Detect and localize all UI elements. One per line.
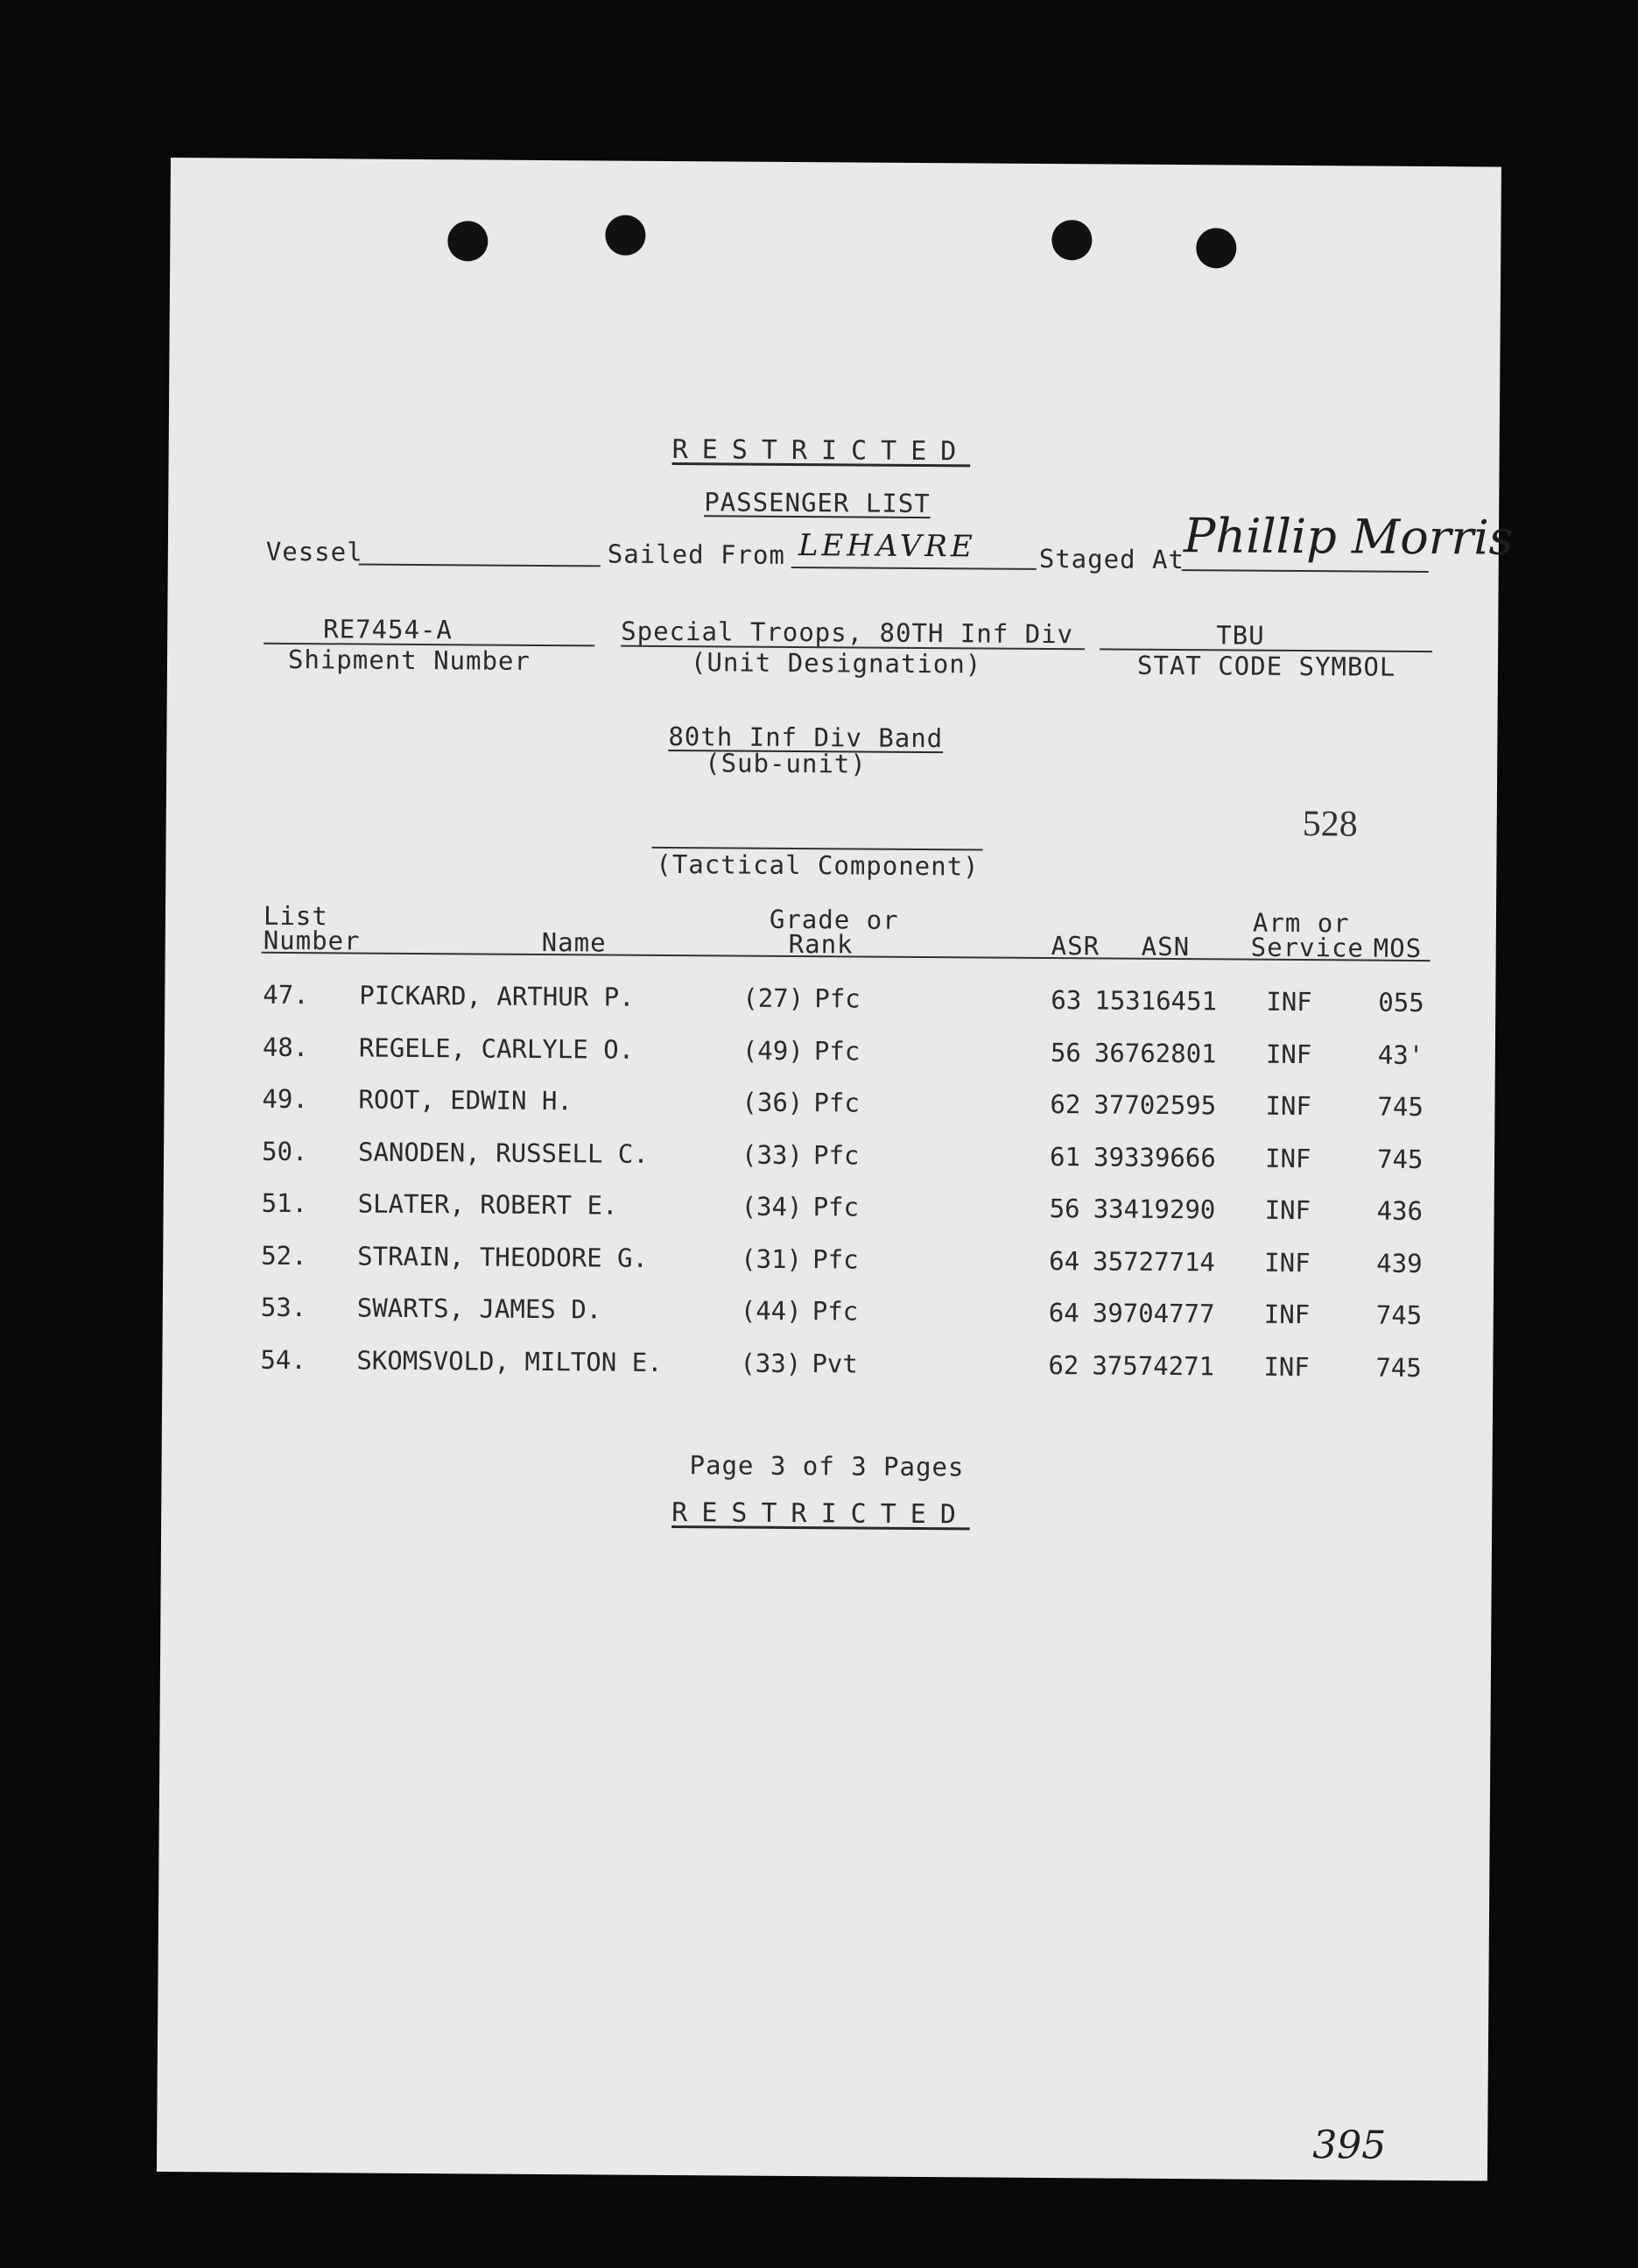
mos-cell: 745 — [1377, 1091, 1424, 1123]
stat-code-label: STAT CODE SYMBOL — [1136, 650, 1396, 682]
mos-cell: 43' — [1377, 1039, 1424, 1070]
unit-designation-label: (Unit Designation) — [690, 647, 982, 680]
rank-cell: Pfc — [814, 983, 861, 1014]
classification-top: RESTRICTED — [671, 434, 971, 468]
rank-cell: Pfc — [813, 1088, 860, 1118]
asr-cell: 56 — [1049, 1194, 1080, 1224]
stat-code: TBU — [1216, 620, 1265, 651]
name-cell: SWARTS, JAMES D. — [356, 1292, 602, 1325]
name-cell: PICKARD, ARTHUR P. — [359, 980, 635, 1012]
vessel-underline — [359, 564, 601, 567]
arm-cell: INF — [1266, 986, 1312, 1018]
header-name: Name — [541, 926, 607, 958]
arm-cell: INF — [1265, 1090, 1311, 1122]
header-asn: ASN — [1141, 931, 1191, 962]
asr-cell: 64 — [1049, 1245, 1080, 1276]
rank-cell: Pvt — [812, 1348, 858, 1379]
age-cell: (34) — [741, 1191, 803, 1222]
arm-cell: INF — [1265, 1039, 1312, 1069]
table-row — [164, 1135, 1494, 1180]
arm-cell: INF — [1263, 1351, 1310, 1382]
punch-hole-1 — [447, 221, 488, 261]
mos-cell: 745 — [1375, 1300, 1423, 1331]
list-number-cell: 54. — [260, 1344, 306, 1375]
vessel-label: Vessel — [265, 536, 363, 567]
sailed-from-value: LEHAVRE — [798, 528, 976, 565]
arm-cell: INF — [1264, 1247, 1311, 1278]
asn-cell: 35727714 — [1093, 1245, 1216, 1277]
rank-cell: Pfc — [812, 1192, 860, 1222]
asn-cell: 39704777 — [1092, 1298, 1215, 1329]
asr-cell: 56 — [1050, 1037, 1081, 1067]
stamp-number: 528 — [1302, 804, 1358, 845]
mos-cell: 436 — [1376, 1195, 1424, 1227]
handwritten-page-number: 395 — [1312, 2123, 1387, 2168]
page-indicator: Page 3 of 3 Pages — [689, 1450, 965, 1483]
sailed-from-label: Sailed From — [607, 539, 786, 570]
mos-cell: 055 — [1378, 987, 1424, 1018]
age-cell: (49) — [742, 1035, 804, 1066]
age-cell: (27) — [742, 983, 805, 1014]
header-arm-1: Arm or — [1252, 907, 1350, 939]
mos-cell: 745 — [1376, 1144, 1424, 1174]
staged-at-label: Staged At — [1038, 543, 1185, 575]
table-row — [163, 1239, 1494, 1284]
age-cell: (44) — [740, 1295, 802, 1327]
asn-cell: 33419290 — [1093, 1194, 1216, 1225]
age-cell: (31) — [741, 1243, 803, 1274]
rank-cell: Pfc — [812, 1139, 860, 1171]
asn-cell: 39339666 — [1093, 1141, 1216, 1173]
asr-cell: 62 — [1050, 1089, 1081, 1120]
age-cell: (33) — [740, 1348, 802, 1378]
sub-unit-label: (Sub-unit) — [705, 748, 867, 779]
document-page — [157, 158, 1514, 2181]
arm-cell: INF — [1264, 1143, 1311, 1173]
asn-cell: 37702595 — [1093, 1089, 1217, 1121]
header-grade-1: Grade or — [769, 904, 899, 935]
list-number-cell: 49. — [262, 1083, 309, 1115]
sub-unit: 80th Inf Div Band — [668, 721, 944, 754]
asr-cell: 64 — [1048, 1298, 1079, 1328]
name-cell: ROOT, EDWIN H. — [358, 1084, 573, 1116]
asn-cell: 15316451 — [1094, 985, 1218, 1017]
rank-cell: Pfc — [812, 1243, 859, 1275]
name-cell: STRAIN, THEODORE G. — [357, 1241, 649, 1273]
table-row — [165, 1031, 1495, 1075]
classification-bottom: RESTRICTED — [671, 1497, 970, 1531]
asr-cell: 61 — [1049, 1141, 1081, 1172]
asn-cell: 37574271 — [1092, 1349, 1215, 1381]
header-list-number-1: List — [263, 900, 328, 932]
name-cell: SLATER, ROBERT E. — [357, 1188, 618, 1221]
doc-title: PASSENGER LIST — [704, 487, 931, 519]
header-asr: ASR — [1051, 931, 1100, 961]
age-cell: (36) — [742, 1087, 804, 1118]
header-mos: MOS — [1373, 933, 1423, 963]
staged-at-underline — [1182, 569, 1429, 573]
name-cell: SANODEN, RUSSELL C. — [357, 1137, 649, 1169]
age-cell: (33) — [741, 1139, 804, 1170]
arm-cell: INF — [1264, 1194, 1311, 1226]
list-number-cell: 47. — [263, 979, 309, 1011]
rank-cell: Pfc — [812, 1296, 859, 1327]
unit-designation: Special Troops, 80TH Inf Div — [621, 616, 1074, 650]
asn-cell: 36762801 — [1093, 1037, 1217, 1068]
table-row — [164, 1083, 1494, 1128]
punch-hole-2 — [605, 215, 645, 255]
name-cell: REGELE, CARLYLE O. — [358, 1032, 635, 1065]
table-row — [163, 1292, 1494, 1336]
table-row — [164, 1187, 1494, 1232]
list-number-cell: 53. — [260, 1292, 307, 1323]
list-number-cell: 51. — [261, 1187, 308, 1219]
tactical-component-label: (Tactical Component) — [656, 849, 980, 882]
header-list-number-2: Number — [263, 925, 361, 956]
staged-at-value: Phillip Morris — [1183, 508, 1514, 566]
mos-cell: 439 — [1376, 1248, 1423, 1278]
table-row — [165, 979, 1495, 1024]
rank-cell: Pfc — [813, 1035, 861, 1067]
asr-cell: 62 — [1048, 1349, 1079, 1380]
list-number-cell: 50. — [261, 1136, 308, 1166]
punch-hole-4 — [1196, 228, 1236, 268]
asr-cell: 63 — [1051, 985, 1082, 1016]
list-number-cell: 48. — [262, 1032, 309, 1062]
table-row — [162, 1343, 1493, 1388]
list-number-cell: 52. — [261, 1240, 307, 1271]
punch-hole-3 — [1051, 220, 1092, 260]
mos-cell: 745 — [1375, 1352, 1422, 1383]
shipment-number-label: Shipment Number — [287, 644, 531, 676]
arm-cell: INF — [1263, 1299, 1311, 1330]
sailed-from-underline — [791, 567, 1037, 570]
header-arm-2: Service — [1250, 932, 1365, 963]
name-cell: SKOMSVOLD, MILTON E. — [356, 1345, 663, 1377]
shipment-number: RE7454-A — [323, 614, 453, 645]
header-grade-2: Rank — [788, 928, 854, 960]
